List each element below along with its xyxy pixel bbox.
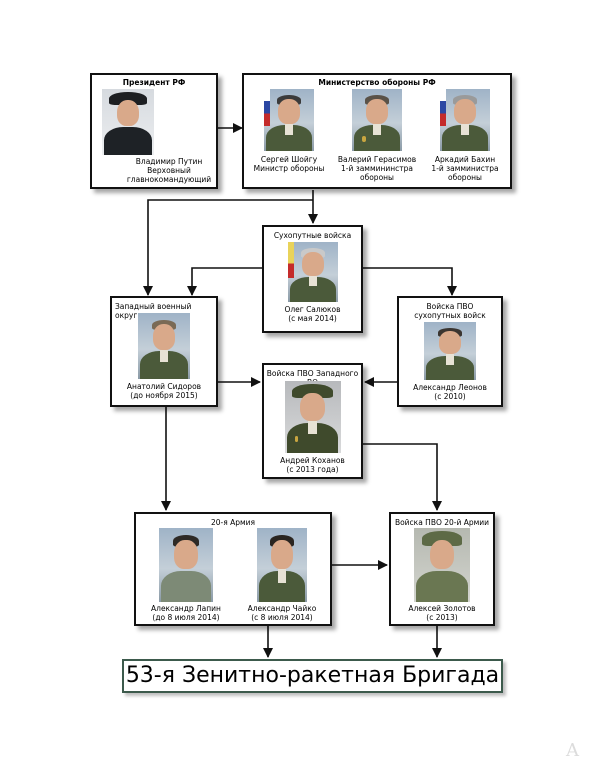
person-role: (до 8 июля 2014) <box>152 613 220 622</box>
person-putin <box>94 89 214 184</box>
person-role: обороны <box>360 173 394 182</box>
ad-western-box <box>262 363 363 479</box>
western-district-title: Западный военный округ <box>115 302 192 320</box>
western-district-box <box>110 296 218 407</box>
person-name: Алексей Золотов <box>408 604 476 613</box>
person-chayko <box>234 528 330 622</box>
person-role: обороны <box>448 173 482 182</box>
person-name: Аркадий Бахин <box>434 155 496 164</box>
person-salyukov <box>264 242 361 323</box>
person-name: Андрей Коханов <box>280 456 345 465</box>
army20-title: 20-я Армия <box>210 518 256 527</box>
ad-ground-forces-box <box>397 296 503 407</box>
person-role: Верховный <box>147 166 191 175</box>
ground-forces-box <box>262 225 363 333</box>
ad-army20-box <box>389 512 495 626</box>
person-role: 1-й заммининстра <box>340 164 414 173</box>
photo-sidorov <box>138 313 190 379</box>
photo-kokhanov <box>285 381 341 453</box>
photo-putin <box>102 89 154 155</box>
watermark-logo: A <box>566 740 579 761</box>
photo-gerasimov <box>352 89 402 151</box>
photo-shoigu <box>264 89 314 151</box>
person-role: главнокомандующий <box>126 175 212 184</box>
arrow-adwestern-adarmy20 <box>363 444 437 510</box>
person-name: Олег Салюков <box>284 305 341 314</box>
arrow-ground-adground <box>363 268 452 295</box>
person-role: (с 2010) <box>434 392 466 401</box>
person-role: Министр обороны <box>253 164 325 173</box>
person-bakhin <box>422 89 508 182</box>
arrow-ground-western <box>192 268 262 295</box>
photo-chayko <box>257 528 307 602</box>
president-title: Президент РФ <box>122 78 186 87</box>
ministry-box <box>242 73 512 189</box>
person-zolotov <box>391 528 493 622</box>
person-name: Валерий Герасимов <box>337 155 417 164</box>
person-name: Сергей Шойгу <box>260 155 318 164</box>
person-role: (с мая 2014) <box>288 314 337 323</box>
person-name: Анатолий Сидоров <box>126 382 202 391</box>
ad-western-title: Войска ПВО Западного <box>266 369 359 378</box>
person-name: Владимир Путин <box>135 157 203 166</box>
person-kokhanov <box>264 381 361 474</box>
person-gerasimov <box>334 89 420 182</box>
army20-box <box>134 512 332 626</box>
person-lapin <box>138 528 234 622</box>
photo-lapin <box>159 528 213 602</box>
person-role: (с 2013) <box>426 613 458 622</box>
ministry-title: Министерство обороны РФ <box>318 78 436 87</box>
person-name: Александр Леонов <box>413 383 487 392</box>
person-role: 1-й замминистра <box>431 164 499 173</box>
photo-leonov <box>424 322 476 380</box>
president-box <box>90 73 218 189</box>
person-shoigu <box>246 89 332 173</box>
photo-zolotov <box>414 528 470 602</box>
person-role: (с 2013 года) <box>286 465 339 474</box>
photo-bakhin <box>440 89 490 151</box>
ad-ground-forces-title: Войска ПВО сухопутных войск <box>414 302 486 320</box>
person-role: (до ноября 2015) <box>130 391 198 400</box>
person-name: Александр Чайко <box>247 604 317 613</box>
person-role: (с 8 июля 2014) <box>251 613 313 622</box>
brigade-banner: 53-я Зенитно-ракетная Бригада <box>122 659 503 693</box>
photo-salyukov <box>288 242 338 302</box>
person-leonov <box>399 322 501 401</box>
person-name: Александр Лапин <box>151 604 221 613</box>
ad-army20-title: Войска ПВО 20-й Армии <box>394 518 490 527</box>
person-sidorov <box>112 313 216 400</box>
ground-forces-title: Сухопутные войска <box>273 231 352 240</box>
